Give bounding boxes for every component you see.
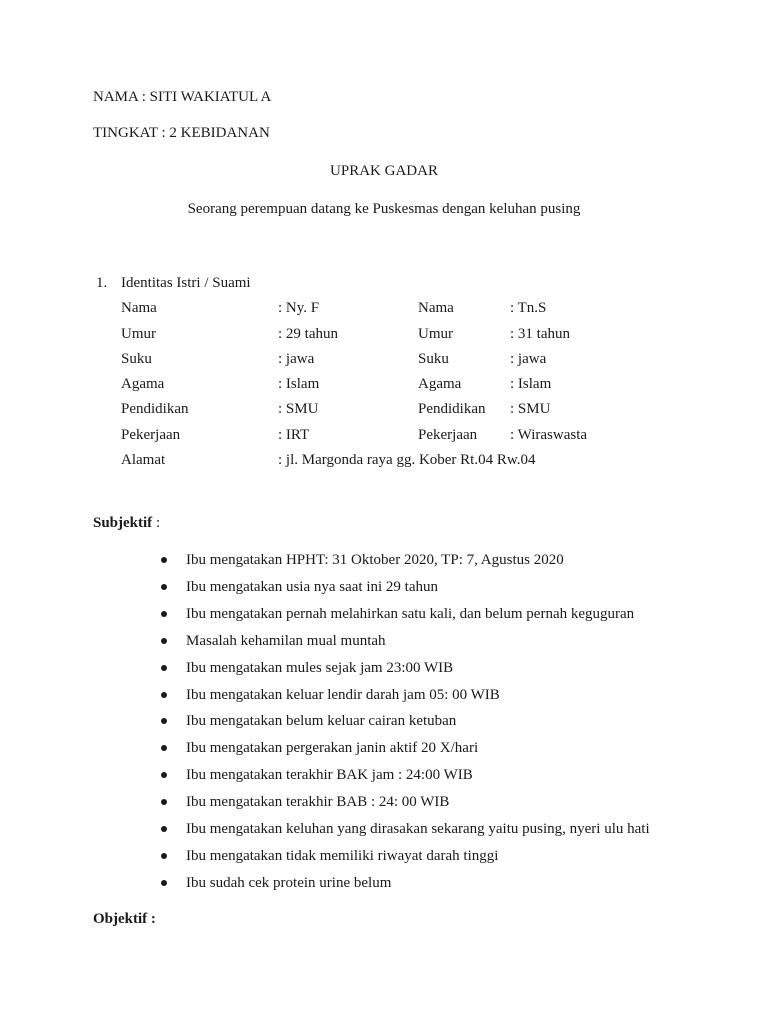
address-value: : jl. Margonda raya gg. Kober Rt.04 Rw.04 [278, 452, 536, 468]
list-item [0, 578, 768, 596]
wife-field-label: Agama [121, 376, 165, 392]
identity-row [0, 299, 768, 317]
list-item [0, 820, 768, 838]
list-item-text: Ibu mengatakan keluhan yang dirasakan sekarang yaitu pusing, nyeri ulu hati [186, 821, 650, 837]
list-item-text: Ibu mengatakan belum keluar cairan ketuban [186, 713, 457, 729]
bullet-icon [161, 826, 167, 832]
list-item [0, 793, 768, 811]
subjektif-heading: Subjektif [93, 515, 153, 531]
list-item-text: Ibu mengatakan tidak memiliki riwayat darah tinggi [186, 848, 499, 864]
wife-field-label: Suku [121, 351, 152, 367]
wife-field-label: Umur [121, 326, 156, 342]
wife-field-value: : Islam [278, 376, 320, 392]
husband-field-value: : 31 tahun [510, 326, 570, 342]
list-item [0, 659, 768, 677]
husband-field-label: Pekerjaan [418, 427, 478, 443]
husband-field-label: Agama [418, 376, 462, 392]
bullet-icon [161, 772, 167, 778]
list-item [0, 874, 768, 892]
identity-row [0, 426, 768, 444]
wife-field-value: : jawa [278, 351, 315, 367]
list-item [0, 605, 768, 623]
section-number: 1. [96, 275, 108, 291]
case-description: Seorang perempuan datang ke Puskesmas dengan keluhan pusing [187, 201, 581, 217]
bullet-icon [161, 718, 167, 724]
bullet-icon [161, 584, 167, 590]
bullet-icon [161, 557, 167, 563]
list-item-text: Ibu mengatakan terakhir BAK jam : 24:00 WIB [186, 767, 473, 783]
bullet-icon [161, 665, 167, 671]
list-item-text: Ibu mengatakan terakhir BAB : 24: 00 WIB [186, 794, 450, 810]
husband-field-value: : Tn.S [510, 300, 547, 316]
document-title: UPRAK GADAR [330, 163, 438, 179]
list-item-text: Masalah kehamilan mual muntah [186, 633, 386, 649]
identity-row [0, 325, 768, 343]
objektif-heading: Objektif : [93, 911, 156, 927]
list-item [0, 551, 768, 569]
bullet-icon [161, 799, 167, 805]
wife-field-value: : Ny. F [278, 300, 320, 316]
subjektif-colon: : [152, 515, 161, 531]
husband-field-value: : Wiraswasta [510, 427, 588, 443]
list-item [0, 847, 768, 865]
wife-field-value: : 29 tahun [278, 326, 338, 342]
wife-field-value: : SMU [278, 401, 319, 417]
list-item-text: Ibu mengatakan pergerakan janin aktif 20 X/hari [186, 740, 479, 756]
list-item-text: Ibu mengatakan HPHT: 31 Oktober 2020, TP: 7, Agustus 2020 [186, 552, 564, 568]
address-label: Alamat [121, 452, 166, 468]
wife-field-value: : IRT [278, 427, 310, 443]
student-name: NAMA : SITI WAKIATUL A [93, 89, 272, 105]
list-item-text: Ibu sudah cek protein urine belum [186, 875, 392, 891]
bullet-icon [161, 611, 167, 617]
bullet-icon [161, 745, 167, 751]
bullet-icon [161, 638, 167, 644]
identitas-heading: Identitas Istri / Suami [121, 275, 251, 291]
address-row [0, 451, 768, 469]
husband-field-value: : jawa [510, 351, 547, 367]
list-item-text: Ibu mengatakan keluar lendir darah jam 05: 00 WIB [186, 687, 500, 703]
identity-row [0, 375, 768, 393]
list-item [0, 766, 768, 784]
list-item-text: Ibu mengatakan mules sejak jam 23:00 WIB [186, 660, 454, 676]
husband-field-label: Umur [418, 326, 453, 342]
husband-field-value: : Islam [510, 376, 552, 392]
bullet-icon [161, 692, 167, 698]
identity-row [0, 400, 768, 418]
bullet-icon [161, 853, 167, 859]
wife-field-label: Pekerjaan [121, 427, 181, 443]
husband-field-value: : SMU [510, 401, 551, 417]
list-item [0, 739, 768, 757]
list-item [0, 686, 768, 704]
list-item-text: Ibu mengatakan pernah melahirkan satu kali, dan belum pernah keguguran [186, 606, 635, 622]
bullet-icon [161, 880, 167, 886]
husband-field-label: Pendidikan [418, 401, 486, 417]
list-item-text: Ibu mengatakan usia nya saat ini 29 tahun [186, 579, 439, 595]
identity-row [0, 350, 768, 368]
wife-field-label: Nama [121, 300, 157, 316]
husband-field-label: Suku [418, 351, 449, 367]
wife-field-label: Pendidikan [121, 401, 189, 417]
husband-field-label: Nama [418, 300, 454, 316]
list-item [0, 632, 768, 650]
student-level: TINGKAT : 2 KEBIDANAN [93, 125, 270, 141]
list-item [0, 712, 768, 730]
subjektif-heading-line [93, 514, 160, 532]
